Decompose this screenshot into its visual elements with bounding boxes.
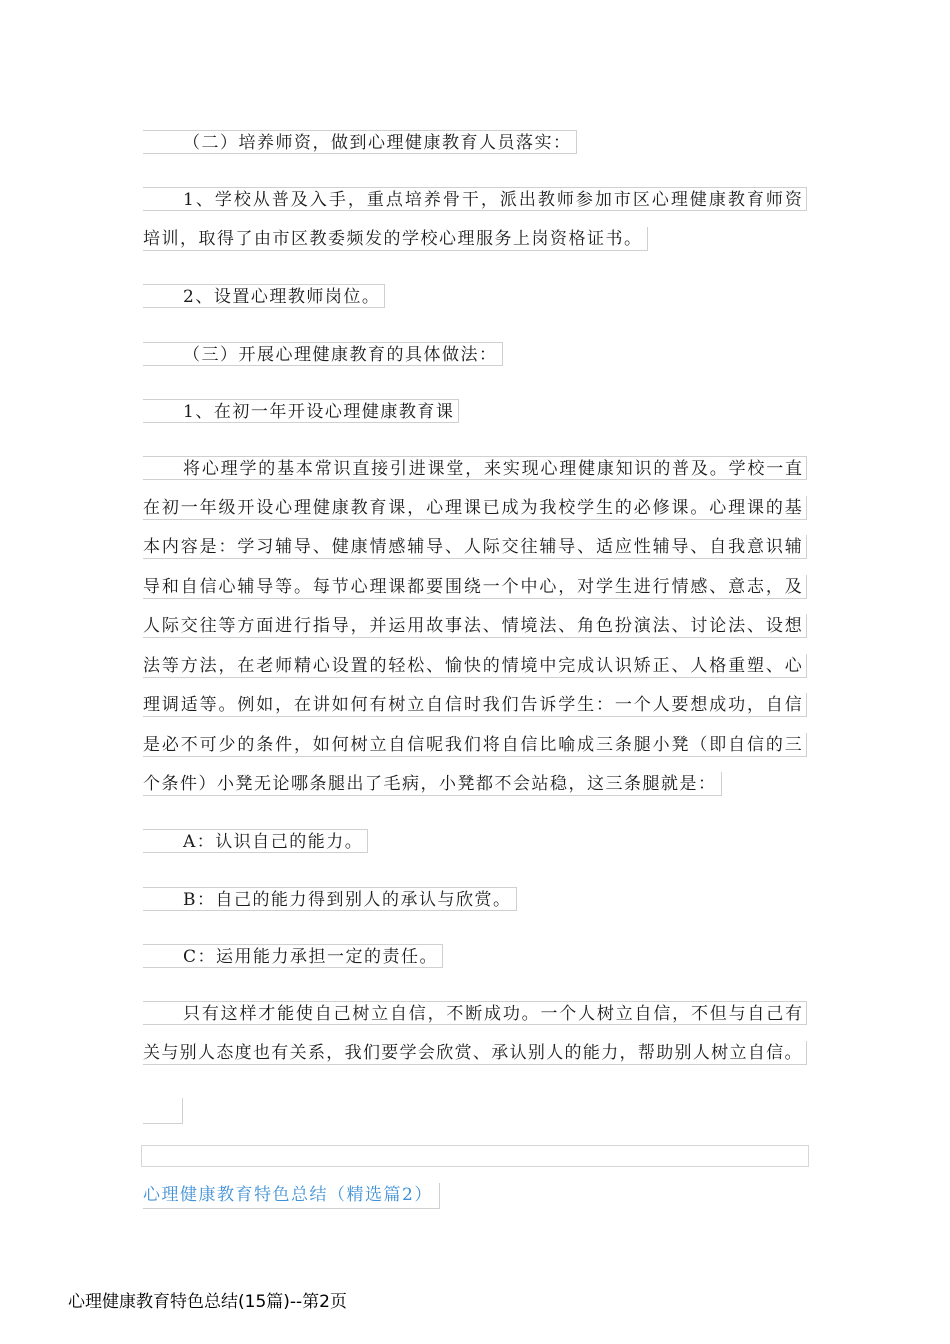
paragraph-line: 导 和 自 信 心 辅 导 等 。 每 节 心 理 课 都 要 围 绕 一 个 中 心 ， 对 学 生 进 行 情 感 、 意 志 ， 及 — [143, 575, 807, 599]
list-item: C：运用能力承担一定的责任。 — [143, 944, 443, 968]
list-item: A：认识自己的能力。 — [143, 829, 368, 853]
list-item: B：自己的能力得到别人的承认与欣赏。 — [143, 887, 517, 911]
page-footer: 心理健康教育特色总结(15篇)--第2页 — [68, 1292, 347, 1312]
paragraph-line: 人 际 交 往 等 方 面 进 行 指 导 ， 并 运 用 故 事 法 、 情 境 法 、 角 色 扮 演 法 、 讨 论 法 、 设 想 — [143, 614, 807, 638]
paragraph-line: 个条件）小凳无论哪条腿出了毛病，小凳都不会站稳，这三条腿就是： — [143, 772, 722, 796]
paragraph-line: 1、在初一年开设心理健康教育课 — [143, 399, 459, 423]
paragraph-line: 法 等 方 法 ， 在 老 师 精 心 设 置 的 轻 松 、 愉 快 的 情 境 中 完 成 认 识 矫 正 、 人 格 重 塑 、 心 — [143, 654, 807, 678]
paragraph-line: 理 调 适 等 。 例 如 ， 在 讲 如 何 有 树 立 自 信 时 我 们 告 诉 学 生 ： 一 个 人 要 想 成 功 ， 自 信 — [143, 693, 807, 717]
paragraph-line: 在 初 一 年 级 开 设 心 理 健 康 教 育 课 ， 心 理 课 已 成 为 我 校 学 生 的 必 修 课 。 心 理 课 的 基 — [143, 496, 807, 520]
paragraph-line: 2、设置心理教师岗位。 — [143, 284, 385, 308]
paragraph-line: 关 与 别 人 态 度 也 有 关 系 ， 我 们 要 学 会 欣 赏 、 承 认 别 人 的 能 力 ， 帮 助 别 人 树 立 自 信 。 — [143, 1041, 807, 1065]
empty-text-box — [143, 1098, 183, 1124]
paragraph-line: 培训，取得了由市区教委频发的学校心理服务上岗资格证书。 — [143, 227, 648, 251]
section-link-part-2[interactable]: 心理健康教育特色总结（精选篇2） — [143, 1183, 440, 1209]
paragraph-line: 本 内 容 是 ： 学 习 辅 导 、 健 康 情 感 辅 导 、 人 际 交 往 辅 导 、 适 应 性 辅 导 、 自 我 意 识 辅 — [143, 535, 807, 559]
section-divider — [141, 1145, 809, 1167]
heading-practices: （三）开展心理健康教育的具体做法： — [143, 342, 503, 366]
paragraph-line: 1 、 学 校 从 普 及 入 手 ， 重 点 培 养 骨 干 ， 派 出 教 师 参 加 市 区 心 理 健 康 教 育 师 资 — [143, 187, 807, 211]
paragraph-line: 是 必 不 可 少 的 条 件 ， 如 何 树 立 自 信 呢 我 们 将 自 信 比 喻 成 三 条 腿 小 凳 （ 即 自 信 的 三 — [143, 733, 807, 757]
paragraph-line: 只 有 这 样 才 能 使 自 己 树 立 自 信 ， 不 断 成 功 。 一 个 人 树 立 自 信 ， 不 但 与 自 己 有 — [143, 1001, 807, 1025]
heading-training-teachers: （二）培养师资，做到心理健康教育人员落实： — [143, 130, 577, 154]
paragraph-line: 将 心 理 学 的 基 本 常 识 直 接 引 进 课 堂 ， 来 实 现 心 理 健 康 知 识 的 普 及 。 学 校 一 直 — [143, 456, 807, 480]
